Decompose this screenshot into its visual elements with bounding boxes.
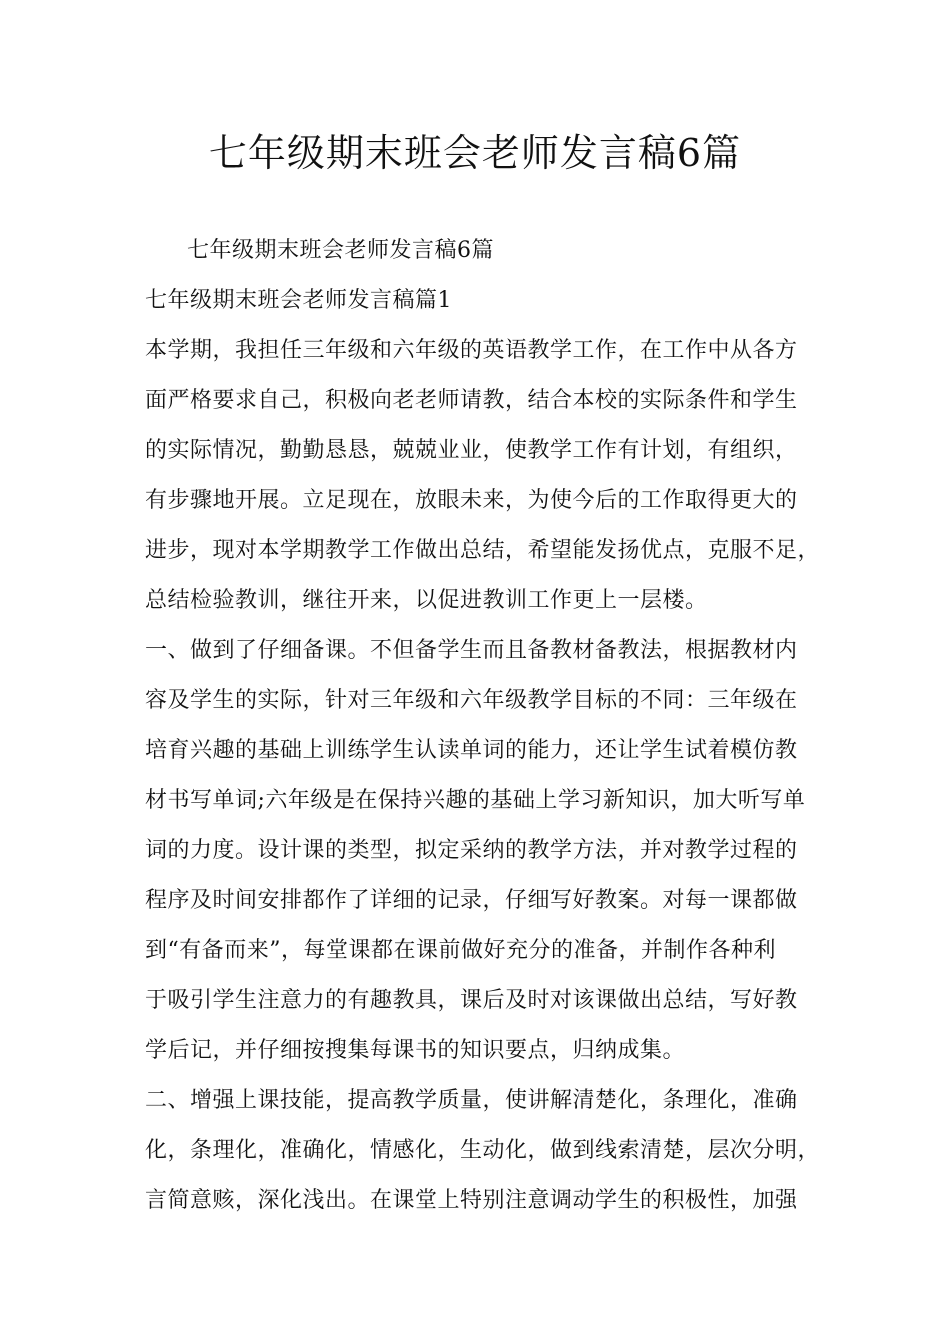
paragraph-line: 材书写单词;六年级是在保持兴趣的基础上学习新知识，加大听写单 — [145, 788, 806, 813]
paragraph-line: 一、做到了仔细备课。不但备学生而且备教材备教法，根据教材内 — [145, 638, 798, 663]
paragraph-line: 本学期，我担任三年级和六年级的英语教学工作，在工作中从各方 — [145, 338, 798, 363]
paragraph-line: 到“有备而来”，每堂课都在课前做好充分的准备，并制作各种利 — [145, 938, 776, 963]
paragraph-line: 面严格要求自己，积极向老老师请教，结合本校的实际条件和学生 — [145, 388, 798, 413]
paragraph-line: 程序及时间安排都作了详细的记录，仔细写好教案。对每一课都做 — [145, 888, 798, 913]
paragraph-line: 容及学生的实际，针对三年级和六年级教学目标的不同：三年级在 — [145, 688, 798, 713]
paragraph-line: 的实际情况，勤勤恳恳，兢兢业业，使教学工作有计划，有组织， — [145, 438, 798, 463]
paragraph-line: 言简意赅，深化浅出。在课堂上特别注意调动学生的积极性，加强 — [145, 1188, 798, 1213]
paragraph-line: 学后记，并仔细按搜集每课书的知识要点，归纳成集。 — [145, 1038, 686, 1063]
paragraph-line: 二、增强上课技能，提高教学质量，使讲解清楚化，条理化，准确 — [145, 1088, 798, 1113]
section-heading: 七年级期末班会老师发言稿篇1 — [145, 288, 452, 313]
paragraph-line: 化，条理化，准确化，情感化，生动化，做到线索清楚，层次分明， — [145, 1138, 821, 1163]
paragraph-line: 于吸引学生注意力的有趣教具，课后及时对该课做出总结，写好教 — [145, 988, 798, 1013]
paragraph-line: 总结检验教训，继往开来，以促进教训工作更上一层楼。 — [145, 588, 708, 613]
paragraph-line: 进步，现对本学期教学工作做出总结，希望能发扬优点，克服不足， — [145, 538, 821, 563]
subtitle-line: 七年级期末班会老师发言稿6篇 — [187, 238, 494, 263]
paragraph-line: 词的力度。设计课的类型，拟定采纳的教学方法，并对教学过程的 — [145, 838, 798, 863]
paragraph-line: 培育兴趣的基础上训练学生认读单词的能力，还让学生试着模仿教 — [145, 738, 798, 763]
document-title: 七年级期末班会老师发言稿6篇 — [208, 131, 742, 175]
paragraph-line: 有步骤地开展。立足现在，放眼未来，为使今后的工作取得更大的 — [145, 488, 798, 513]
